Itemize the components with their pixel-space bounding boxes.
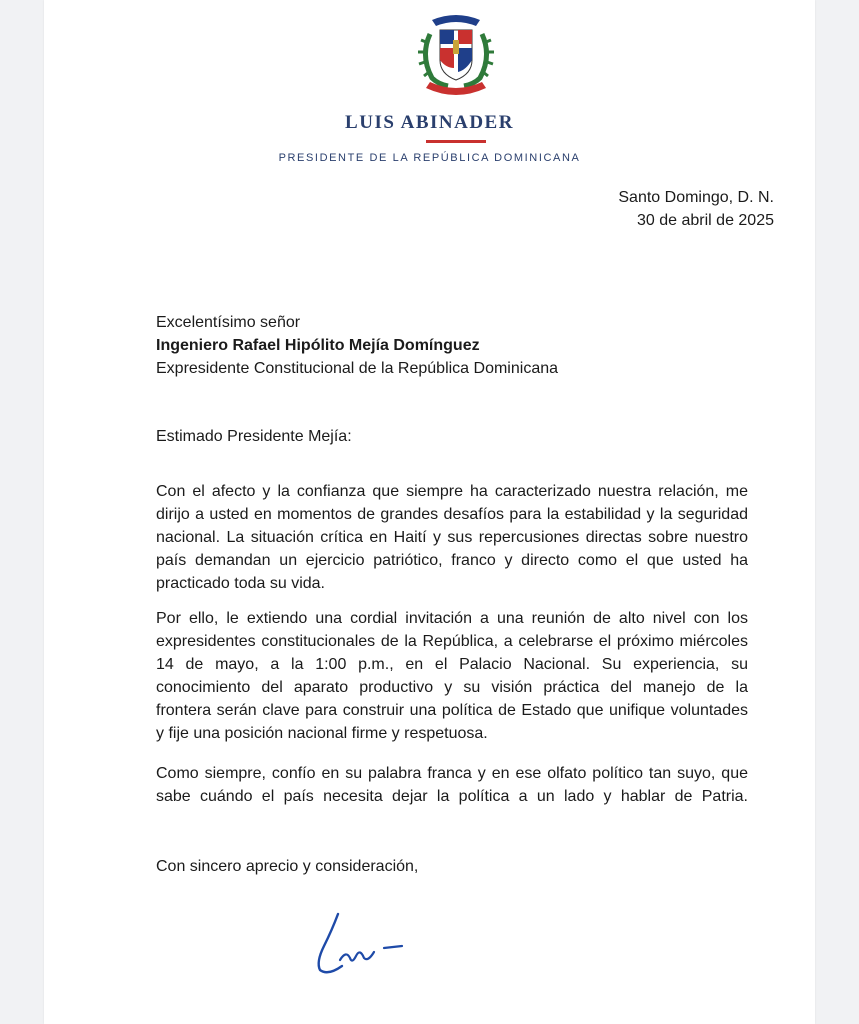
- dateline: [618, 186, 774, 232]
- dateline-place: Santo Domingo, D. N.: [618, 189, 774, 206]
- paragraph-line: conocimiento del aparato productivo y su visión práctica del manejo de la: [156, 679, 748, 696]
- paragraph-line: Con el afecto y la confianza que siempre ha caracterizado nuestra relación, me: [156, 483, 748, 500]
- body-paragraph-3: [156, 762, 748, 808]
- body-paragraph-1: [156, 480, 748, 595]
- paragraph-line: Por ello, le extiendo una cordial invitación a una reunión de alto nivel con los: [156, 610, 748, 627]
- coat-of-arms-icon: [418, 12, 494, 98]
- letterhead-divider: [426, 140, 486, 143]
- closing: Con sincero aprecio y consideración,: [156, 858, 419, 875]
- paragraph-line: nacional. La situación crítica en Haití y sus repercusiones directas sobre nuestro: [156, 529, 748, 546]
- letter-page: [44, 0, 815, 1024]
- paragraph-line: practicado toda su vida.: [156, 575, 325, 592]
- paragraph-line: dirijo a usted en momentos de grandes desafíos para la estabilidad y la seguridad: [156, 506, 748, 523]
- addressee-salutation: Excelentísimo señor: [156, 314, 301, 331]
- letterhead-title: PRESIDENTE DE LA REPÚBLICA DOMINICANA: [278, 152, 581, 164]
- paragraph-line: país demandan un ejercicio patriótico, franco y directo como el que usted ha: [156, 552, 748, 569]
- signature-icon: [280, 900, 440, 990]
- paragraph-line: Como siempre, confío en su palabra franca y en ese olfato político tan suyo, que: [156, 765, 748, 782]
- greeting: Estimado Presidente Mejía:: [156, 428, 352, 445]
- dateline-date: 30 de abril de 2025: [637, 212, 774, 229]
- paragraph-line: sabe cuándo el país necesita dejar la política a un lado y hablar de Patria.: [156, 788, 748, 805]
- paragraph-line: y fije una posición nacional firme y respetuosa.: [156, 725, 488, 742]
- body-paragraph-2: [156, 607, 748, 745]
- paragraph-line: 14 de mayo, a la 1:00 p.m., en el Palacio Nacional. Su experiencia, su: [156, 656, 748, 673]
- addressee-name: Ingeniero Rafael Hipólito Mejía Domínguez: [156, 337, 480, 354]
- paragraph-line: frontera serán clave para construir una política de Estado que unifique voluntades: [156, 702, 748, 719]
- paragraph-line: expresidentes constitucionales de la República, a celebrarse el próximo miércoles: [156, 633, 748, 650]
- letterhead-name: LUIS ABINADER: [345, 112, 514, 133]
- addressee-position: Expresidente Constitucional de la República Dominicana: [156, 360, 559, 377]
- addressee-block: [156, 311, 748, 380]
